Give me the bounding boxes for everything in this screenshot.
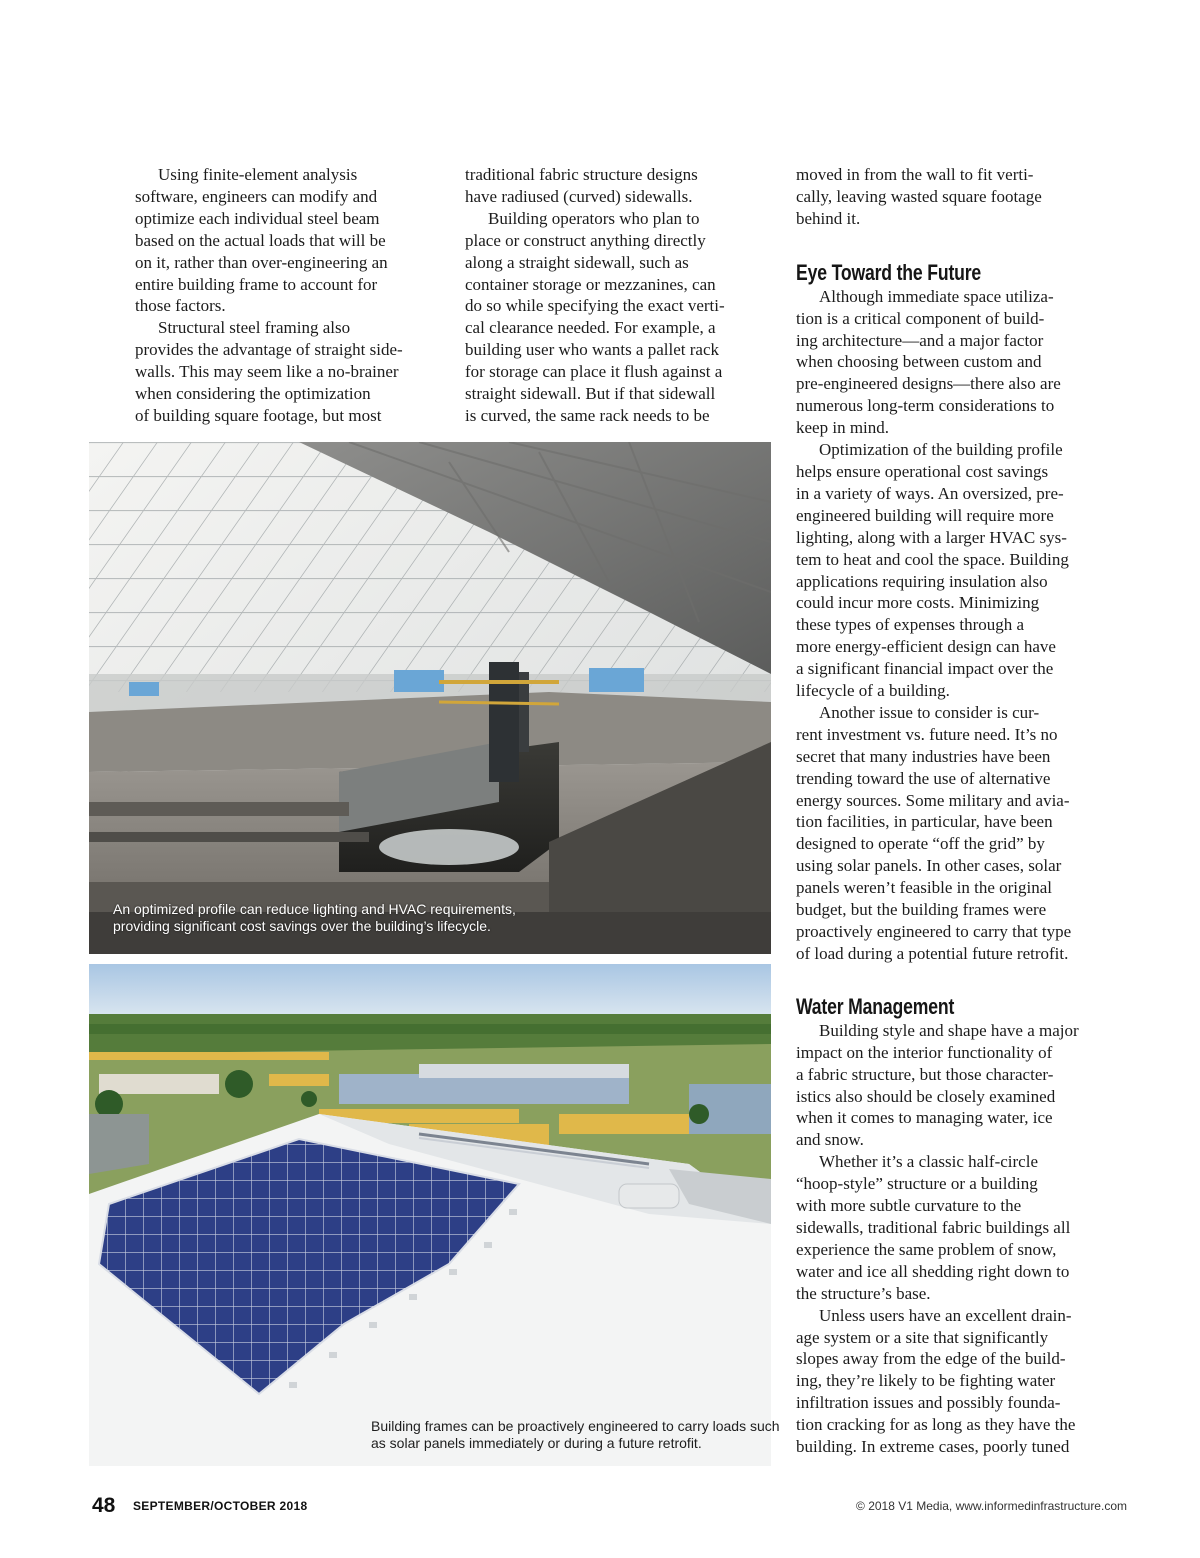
section-heading-eye-toward-future: Eye Toward the Future	[796, 259, 982, 285]
paragraph: traditional fabric structure designs have radiused (curved) sidewalls.	[465, 165, 698, 206]
column-1	[135, 164, 445, 427]
copyright-line: © 2018 V1 Media, www.informedinfrastructure.com	[856, 1499, 1127, 1513]
paragraph: Whether it’s a classic half-circle “hoop-style” structure or a building with more subtle curvature to the sidewalls, traditional fabric buildings all experience the same problem of snow, water and ice all shedding right down to the structure’s base.	[796, 1152, 1071, 1303]
issue-date: SEPTEMBER/OCTOBER 2018	[133, 1499, 308, 1513]
section-heading-water-management: Water Management	[796, 993, 955, 1019]
column-2	[465, 164, 765, 427]
paragraph: Unless users have an excellent drain- age system or a site that significantly slopes away from the edge of the build- ing, they’re likely to be fighting water infiltration issues and possibly founda- tion cracking for as long as they have the building. In extreme cases, poorly tuned	[796, 1305, 1076, 1457]
paragraph: Optimization of the building profile helps ensure operational cost savings in a variety of ways. An oversized, pre- engineered building will require more lighting, along with a larger HVAC sys- tem to heat and cool the space. Building applications requiring insulation also could incur more costs. Minimizing these types of expenses through a more energy-efficient design can have a significant financial impact over the lifecycle of a building.	[796, 440, 1069, 701]
solar-photo-caption: Building frames can be proactively engineered to carry loads such as solar panels immediately or during a future retrofit.	[371, 1418, 780, 1451]
paragraph: moved in from the wall to fit verti- cally, leaving wasted square footage behind it.	[796, 165, 1042, 228]
paragraph: Building style and shape have a major impact on the interior functionality of a fabric structure, but those character- istics also should be closely examined when it comes to managing water, ice and snow.	[796, 1020, 1079, 1150]
paragraph: Another issue to consider is cur- rent investment vs. future need. It’s no secret that many industries have been trending toward the use of alternative energy sources. Some military and avia- tion facilities, in particular, have been designed to operate “off the grid” by using solar panels. In other cases, solar panels weren’t feasible in the original budget, but the building frames were proactively engineered to carry that type of load during a potential future retrofit.	[796, 702, 1072, 963]
paragraph: Using finite-element analysis software, engineers can modify and optimize each individual steel beam based on the actual loads that will be on it, rather than over-engineering an entire building frame to account for those factors.	[135, 165, 388, 316]
paragraph: Structural steel framing also provides the advantage of straight side- walls. This may seem like a no-brainer when considering the optimization of building square footage, but most	[135, 318, 403, 425]
paragraph: Although immediate space utiliza- tion is a critical component of build- ing architecture—and a major factor when choosing between custom and pre-engineered designs—there also are numerous long-term considerations to keep in mind.	[796, 286, 1061, 438]
interior-fabric-structure-photo	[89, 442, 771, 954]
paragraph: Building operators who plan to place or construct anything directly along a straight sidewall, such as container storage or mezzanines, can do so while specifying the exact verti- cal clearance needed. For example, a building user who wants a pallet rack for storage can place it flush against a straight sidewall. But if that sidewall is curved, the same rack needs to be	[465, 208, 725, 425]
interior-photo-caption: An optimized profile can reduce lighting and HVAC requirements, providing significant cost savings over the building’s lifecycle.	[113, 901, 516, 934]
column-3	[796, 164, 1114, 1458]
page-number: 48	[92, 1494, 116, 1517]
rooftop-solar-panels-photo	[89, 964, 771, 1466]
